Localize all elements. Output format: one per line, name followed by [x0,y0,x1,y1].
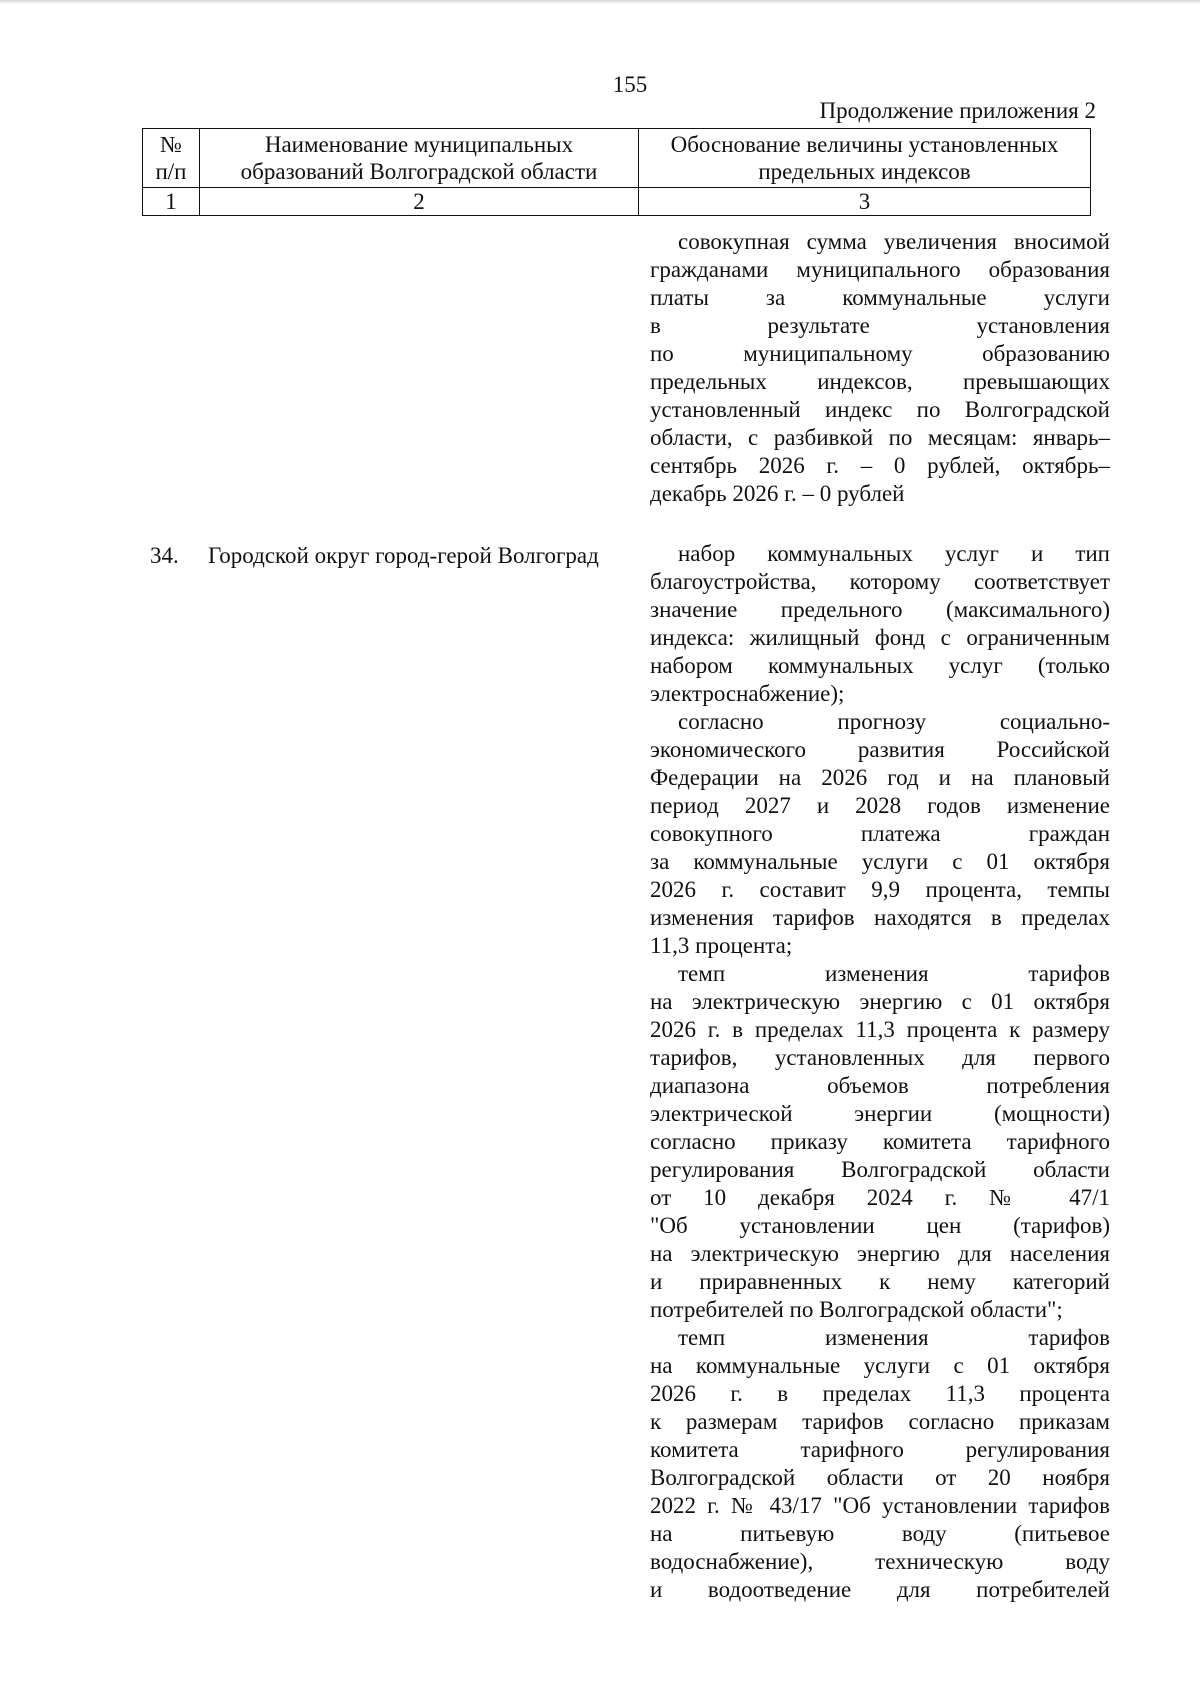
text-line [650,1184,1110,1212]
column-number: 3 [639,188,1091,216]
text-line [650,708,1110,736]
header-col3-line: Обоснование величины установленных [670,132,1059,157]
text-line [650,1268,1110,1296]
text-line [650,540,1110,568]
column-number: 1 [143,188,200,216]
text-line-content: темп изменения тарифов [678,961,1110,986]
text-line-content: согласно прогнозу социально- [678,709,1110,734]
text-line-content: 2026 г. составит 9,9 процента, темпы [650,877,1110,902]
text-line [650,932,1110,960]
text-line [650,736,1110,764]
text-line-content: Волгоградской области от 20 ноября [650,1465,1110,1490]
text-line-content: на электрическую энергию для населения [650,1241,1110,1266]
header-col2-line: образований Волгоградской области [240,159,598,184]
text-line-content: изменения тарифов находятся в пределах [650,905,1110,930]
text-line [650,1436,1110,1464]
text-line [650,904,1110,932]
text-line [650,624,1110,652]
text-line [650,1296,1110,1324]
text-line-content: индекса: жилищный фонд с ограниченным [650,625,1110,650]
header-col1-line: № [160,132,182,157]
text-line [650,1240,1110,1268]
text-line [650,396,1110,424]
text-line [650,1100,1110,1128]
text-line [650,960,1110,988]
text-line [650,876,1110,904]
text-line [650,312,1110,340]
text-line [650,1492,1110,1520]
text-line-content: 2026 г. в пределах 11,3 процента к размеру [650,1017,1110,1042]
text-line-content: на питьевую воду (питьевое [650,1521,1110,1546]
text-line [650,368,1110,396]
text-line [650,1212,1110,1240]
text-line-content: 2026 г. в пределах 11,3 процента [650,1381,1110,1406]
text-line [650,228,1110,256]
text-line-content: Федерации на 2026 год и на плановый [650,765,1110,790]
text-line [650,1548,1110,1576]
text-line-content: к размерам тарифов согласно приказам [650,1409,1110,1434]
scan-edge [0,0,1200,4]
text-line-content: электроснабжение); [650,681,845,706]
text-line-content: и водоотведение для потребителей [650,1577,1110,1602]
text-line [650,680,1110,708]
text-line-content: темп изменения тарифов [678,1325,1110,1350]
text-line [650,848,1110,876]
row-justification [650,540,1110,1604]
text-line-content: 2022 г. № 43/17 "Об установлении тарифов [650,1493,1110,1518]
text-line [650,792,1110,820]
text-line-content: согласно приказу комитета тарифного [650,1129,1110,1154]
text-line-content: гражданами муниципального образования [650,257,1110,282]
text-line-content: комитета тарифного регулирования [650,1437,1110,1462]
text-line [650,1380,1110,1408]
text-line-content: от 10 декабря 2024 г. № 47/1 [650,1185,1110,1210]
text-line-content: диапазона объемов потребления [650,1073,1110,1098]
text-line-content: совокупного платежа граждан [650,821,1110,846]
page-number: 155 [612,72,648,97]
text-line [650,1352,1110,1380]
text-line [650,1016,1110,1044]
text-line [650,820,1110,848]
text-line-content: за коммунальные услуги с 01 октября [650,849,1110,874]
text-line [650,1408,1110,1436]
text-line [650,1520,1110,1548]
text-line-content: декабрь 2026 г. – 0 рублей [650,481,905,506]
previous-row-continuation [650,228,1110,508]
column-number: 2 [200,188,639,216]
text-line-content: 11,3 процента; [650,933,793,958]
header-col-justification [639,129,1091,188]
text-line [650,1464,1110,1492]
text-line-content: по муниципальному образованию [650,341,1110,366]
text-line [650,1576,1110,1604]
text-line [650,1128,1110,1156]
text-line-content: в результате установления [650,313,1110,338]
text-line [650,1324,1110,1352]
text-line [650,424,1110,452]
text-line-content: благоустройства, которому соответствует [650,569,1110,594]
header-col2-line: Наименование муниципальных [264,132,574,157]
table-header [142,128,1091,216]
text-line-content: значение предельного (максимального) [650,597,1110,622]
row-number: 34. [150,543,179,568]
text-line-content: экономического развития Российской [650,737,1110,762]
header-col3-line: предельных индексов [758,159,971,184]
text-line [650,284,1110,312]
text-line [650,1072,1110,1100]
text-line [650,652,1110,680]
text-line [650,764,1110,792]
text-line-content: набор коммунальных услуг и тип [678,541,1110,566]
text-line-content: потребителей по Волгоградской области"; [650,1297,1063,1322]
text-line-content: электрической энергии (мощности) [650,1101,1110,1126]
text-line [650,452,1110,480]
text-line [650,480,1110,508]
text-line-content: тарифов, установленных для первого [650,1045,1110,1070]
text-line-content: совокупная сумма увеличения вносимой [678,229,1110,254]
continuation-label: Продолжение приложения 2 [819,98,1096,123]
text-line-content: и приравненных к нему категорий [650,1269,1110,1294]
text-line-content: "Об установлении цен (тарифов) [650,1213,1110,1238]
text-line-content: водоснабжение), техническую воду [650,1549,1110,1574]
header-col1-line: п/п [155,159,187,184]
text-line [650,256,1110,284]
text-line-content: платы за коммунальные услуги [650,285,1110,310]
header-row [143,129,1091,188]
text-line-content: период 2027 и 2028 годов изменение [650,793,1110,818]
text-line-content: предельных индексов, превышающих [650,369,1110,394]
text-line-content: сентябрь 2026 г. – 0 рублей, октябрь– [650,453,1110,478]
header-col-name [200,129,639,188]
text-line-content: на коммунальные услуги с 01 октября [650,1353,1110,1378]
text-line [650,340,1110,368]
text-line [650,988,1110,1016]
text-line [650,568,1110,596]
header-col-number [143,129,200,188]
text-line [650,1156,1110,1184]
text-line [650,1044,1110,1072]
text-line-content: набором коммунальных услуг (только [650,653,1110,678]
column-number-row [143,188,1091,216]
text-line-content: области, с разбивкой по месяцам: январь– [650,425,1110,450]
row-municipality-name: Городской округ город-герой Волгоград [208,543,599,568]
text-line [650,596,1110,624]
text-line-content: на электрическую энергию с 01 октября [650,989,1110,1014]
text-line-content: регулирования Волгоградской области [650,1157,1110,1182]
text-line-content: установленный индекс по Волгоградской [650,397,1110,422]
